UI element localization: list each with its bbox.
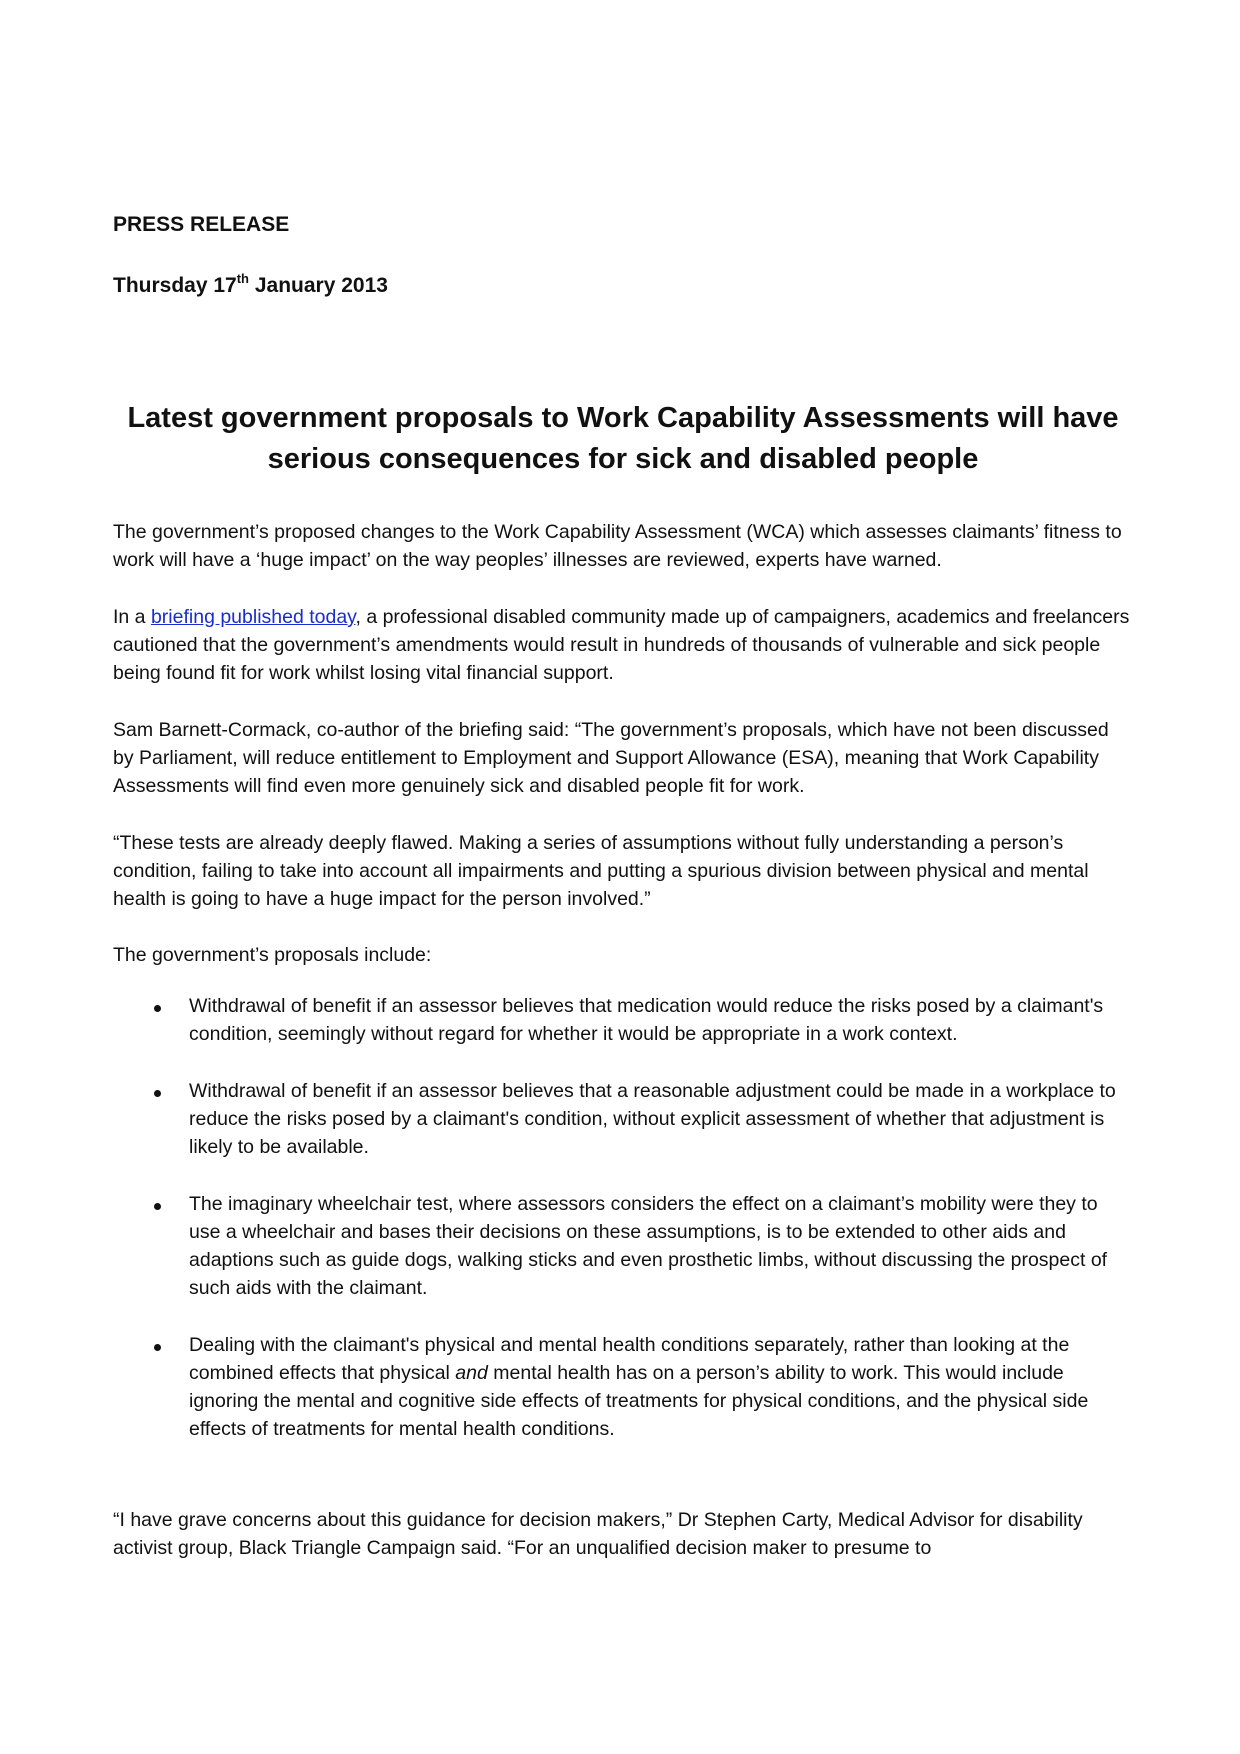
list-item-text (189, 1334, 1088, 1440)
list-item (113, 1190, 1133, 1302)
briefing-prefix: In a (113, 606, 151, 628)
bullet-icon (154, 1203, 161, 1210)
quote-paragraph-2: “These tests are already deeply flawed. Making a series of assumptions without fully understanding a person’s condition, failing to take into account all impairments and putting a spurious division between physical and mental health is going to have a huge impact for the person involved.” (113, 832, 1089, 910)
date-ordinal-suffix: th (236, 271, 249, 286)
list-item (113, 1077, 1133, 1161)
list-item-text-before: Dealing with the claimant's physical and mental health conditions separately, rather than looking at the combined effects that physical (189, 1334, 1070, 1384)
bullet-icon (154, 1344, 161, 1351)
list-item (113, 992, 1133, 1048)
headline: Latest government proposals to Work Capability Assessments will have serious consequences for sick and disabled people (127, 402, 1119, 475)
quote-paragraph-1: Sam Barnett-Cormack, co-author of the briefing said: “The government’s proposals, which have not been discussed by Parliament, will reduce entitlement to Employment and Support Allowance (ESA), meaning that Work Capability Assessments will find even more genuinely sick and disabled people fit for work. (113, 719, 1109, 797)
list-item-text-emphasis: and (455, 1362, 488, 1384)
release-date (113, 271, 388, 298)
proposals-list (113, 992, 1133, 1472)
list-item-text: The imaginary wheelchair test, where assessors considers the effect on a claimant’s mobility were they to use a wheelchair and bases their decisions on these assumptions, is to be extended to other aids and adaptions such as guide dogs, walking sticks and even prosthetic limbs, without discussing the prospect of such aids with the claimant. (189, 1193, 1108, 1299)
briefing-paragraph (113, 603, 1133, 687)
proposals-intro: The government’s proposals include: (113, 944, 432, 966)
briefing-rest: , a professional disabled community made up of campaigners, academics and freelancers cautioned that the government’s amendments would result in hundreds of thousands of vulnerable and sick people being found fit for work whilst losing vital financial support. (113, 606, 1130, 684)
date-prefix: Thursday 17 (113, 274, 237, 297)
document-page (113, 0, 1133, 1754)
bullet-icon (154, 1090, 161, 1097)
date-suffix: January 2013 (249, 274, 388, 297)
briefing-link[interactable]: briefing published today (150, 606, 356, 628)
bullet-icon (154, 1005, 161, 1012)
list-item-text: Withdrawal of benefit if an assessor believes that medication would reduce the risks posed by a claimant's condition, seemingly without regard for whether it would be appropriate in a work context. (189, 995, 1104, 1045)
press-release-label: PRESS RELEASE (113, 213, 290, 236)
closing-quote-paragraph: “I have grave concerns about this guidance for decision makers,” Dr Stephen Carty, Medical Advisor for disability activist group, Black Triangle Campaign said. “For an unqualified decision maker to presume to (113, 1509, 1083, 1559)
list-item (113, 1331, 1133, 1443)
intro-paragraph: The government’s proposed changes to the Work Capability Assessment (WCA) which assesses claimants’ fitness to work will have a ‘huge impact’ on the way peoples’ illnesses are reviewed, experts have warned. (113, 521, 1122, 571)
list-item-text: Withdrawal of benefit if an assessor believes that a reasonable adjustment could be made in a workplace to reduce the risks posed by a claimant's condition, without explicit assessment of whether that adjustment is likely to be available. (189, 1080, 1116, 1158)
list-item-text-after: mental health has on a person’s ability to work. This would include ignoring the mental and cognitive side effects of treatments for physical conditions, and the physical side effects of treatments for mental health conditions. (189, 1362, 1089, 1440)
